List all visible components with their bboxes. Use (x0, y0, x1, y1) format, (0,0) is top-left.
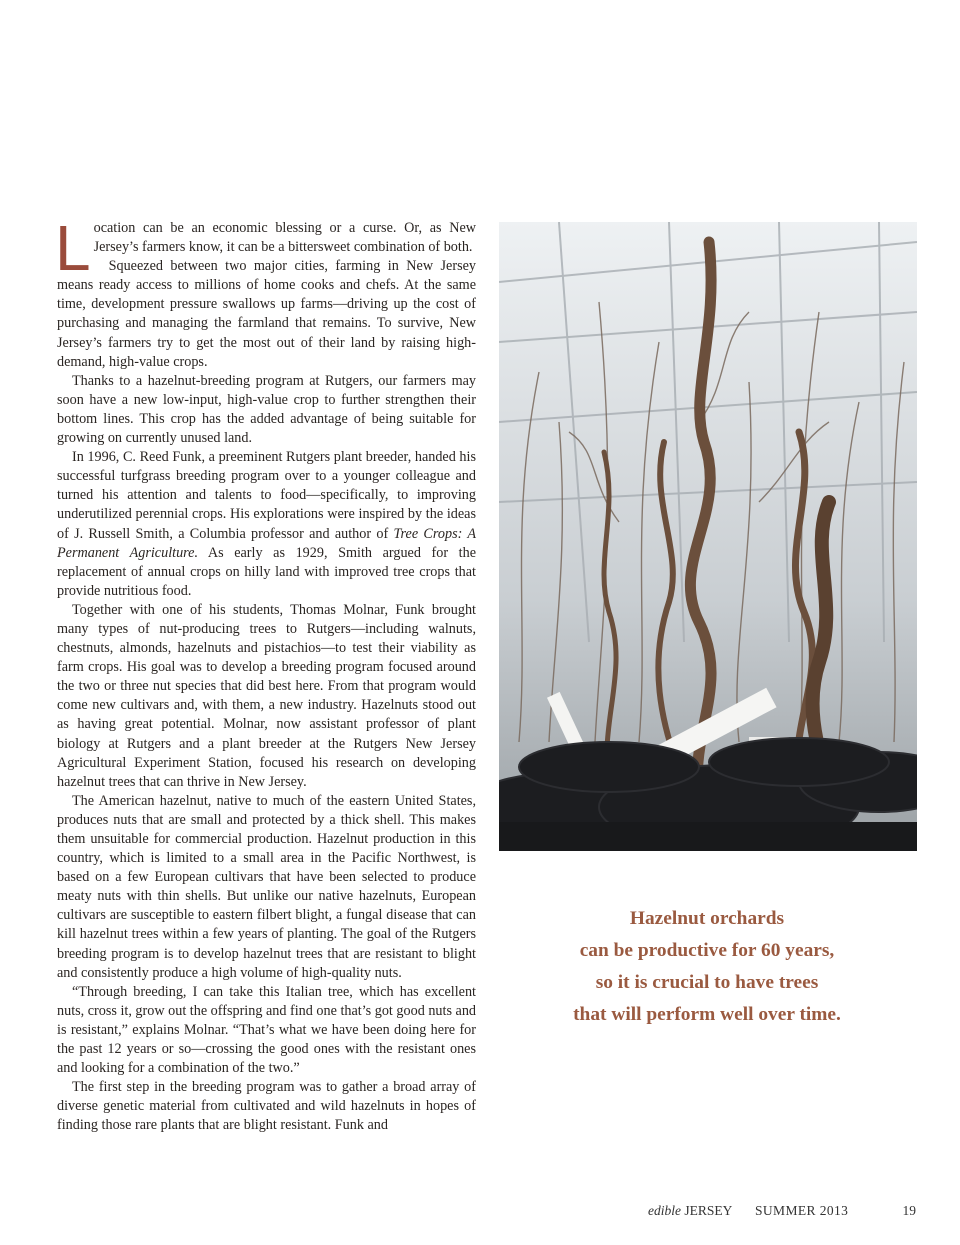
article-paragraph: Thanks to a hazelnut-breeding program at Rutgers, our farmers may soon have a new low-input, high-value crop to further strengthen their bottom lines. This crop has the added advantage of being suitable for growing on currently unused land. (57, 372, 476, 447)
page-number: 19 (902, 1203, 916, 1218)
pull-quote-line: so it is crucial to have trees (595, 972, 819, 993)
issue-label: SUMMER 2013 (755, 1203, 849, 1218)
article-paragraph: Squeezed between two major cities, farming in New Jersey means ready access to millions of home cooks and chefs. At the same time, development pressure swallows up farms—driving up the cost of purchasing and managing the farmland that remains. To survive, New Jersey’s farmers try to get the most out of their land by raising high-demand, high-value crops. (57, 258, 476, 370)
drop-cap: L (55, 212, 91, 284)
article-paragraph: The first step in the breeding program was to gather a broad array of diverse genetic material from cultivated and wild hazelnuts in hopes of finding those rare plants that are blight resistant. Funk and (57, 1079, 476, 1134)
page-footer (600, 1203, 920, 1223)
article-paragraph: The American hazelnut, native to much of the eastern United States, produces nuts that are small and protected by a thick shell. This makes them unsuitable for commercial production. Hazelnut production in this country, which is limited to a small area in the Pacific Northwest, is based on a few European cultivars that have been selected to produce meaty nuts with thin shells. But unlike our native hazelnuts, European cultivars are susceptible to eastern filbert blight, a fungal disease that can kill hazelnut trees within a few years of planting. The goal of the Rutgers breeding program is to develop hazelnut trees that are resistant to blight and consistently produce a high volume of high-quality nuts. (57, 792, 476, 981)
hazelnut-greenhouse-photo (499, 222, 917, 851)
book-title: Tree Crops: A Permanent Agriculture. (57, 525, 476, 561)
pull-quote (540, 903, 874, 1031)
article-paragraph: Together with one of his students, Thomas Molnar, Funk brought many types of nut-producing trees to Rutgers—including walnuts, chestnuts, almonds, hazelnuts and pistachios—to test their viability as farm crops. His goal was to develop a breeding program focused around the two or three nut species that did best here. From that program would come new cultivars and, with them, a new industry. Hazelnuts stood out as having great potential. Molnar, now assistant professor of plant biology at Rutgers and a plant breeder at the Rutgers New Jersey Agricultural Experiment Station, focused his research on developing hazelnut trees that can thrive in New Jersey. (57, 601, 476, 790)
pull-quote-line: that will perform well over time. (573, 1004, 841, 1025)
article-paragraph: Location can be an economic blessing or a curse. Or, as New Jersey’s farmers know, it can be a bittersweet combination of both. (55, 212, 476, 284)
article-body (55, 212, 477, 1136)
pull-quote-line: can be productive for 60 years, (579, 940, 835, 961)
photo-illustration (499, 222, 917, 851)
article-paragraph: In 1996, C. Reed Funk, a preeminent Rutgers plant breeder, handed his successful turfgrass breeding program over to a younger colleague and turned his attention and talents to food—specifically, to improving underutilized perennial crops. His explorations were inspired by the ideas of J. Russell Smith, a Columbia professor and author of Tree Crops: A Permanent Agriculture. As early as 1929, Smith argued for the replacement of annual crops on hilly land with improved tree crops that provide nutritious food. (57, 449, 476, 599)
pull-quote-line: Hazelnut orchards (629, 908, 785, 929)
magazine-brand: edible JERSEY (648, 1203, 733, 1218)
article-paragraph: “Through breeding, I can take this Italian tree, which has excellent nuts, cross it, grow out the offspring and find one that’s got good nuts and is resistant,” explains Molnar. “That’s what we have been doing here for the past 12 years or so—crossing the good ones with the resistant ones and looking for a combination of the two.” (57, 983, 477, 1077)
